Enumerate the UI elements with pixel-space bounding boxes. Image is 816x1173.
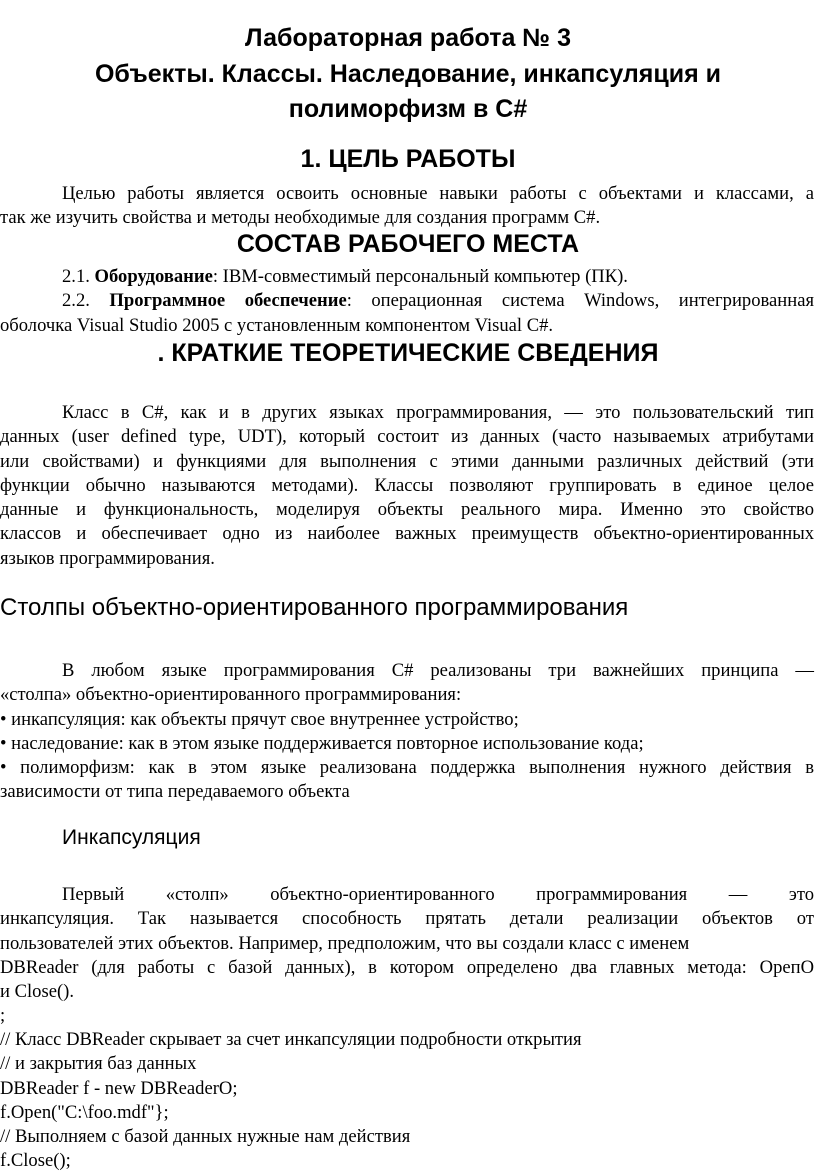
workplace-item-software [0,289,814,313]
theory-line: языков программирования. [0,547,215,569]
theory-line: данные и функциональность, моделируя объекты реального мира. Именно это свойство [0,499,814,521]
goal-line-2: так же изучить свойства и методы необходимые для создания программ С#. [0,207,601,229]
theory-line: данных (user defined type, UDT), который состоит из данных (часто называемых атрибутами [0,426,814,448]
encapsulation-line: инкапсуляция. Так называется способность прятать детали реализации объектов от [0,908,814,930]
code-line: // Класс DBReader скрывает за счет инкапсуляции подробности открытия [0,1029,582,1051]
pillars-heading: Столпы объектно-ориентированного программирования [0,594,629,621]
code-line: DBReader f - new DBReaderO; [0,1077,238,1099]
goal-line-1: Целью работы является освоить основные навыки работы с объектами и классами, а [62,183,814,204]
item-text: : операционная система Windows, интегрированная [346,290,814,312]
pillars-paragraph [0,659,814,805]
section-heading-workplace: СОСТАВ РАБОЧЕГО МЕСТА [236,230,580,258]
encapsulation-line: и Close(). [0,981,74,1003]
item-text: : IBM-совместимый персональный компьютер (ПК). [212,266,628,287]
encapsulation-heading: Инкапсуляция [62,826,201,849]
item-number: 2.2. [62,290,90,312]
item-number: 2.1. [62,266,90,287]
theory-line: классов и обеспечивает одно из наиболее важных преимуществ объектно-ориентированных [0,523,814,545]
lab-title: Лабораторная работа № 3 [244,24,572,52]
workplace-item-software-cont: оболочка Visual Studio 2005 с установленным компонентом Visual C#. [0,314,554,336]
workplace-item-hardware [0,265,814,289]
pillars-line: зависимости от типа передаваемого объекта [0,781,350,803]
code-block [0,1004,582,1173]
theory-line: Класс в С#, как и в других языках программирования, — это пользовательский тип [62,402,814,423]
theory-line: или свойствами) и функциями для выполнения с этими данными различных действий (эти [0,450,814,472]
theory-line: функции обычно называются методами). Классы позволяют группировать в единое целое [0,474,814,496]
pillars-bullet-polymorphism: • полиморфизм: как в этом языке реализована поддержка выполнения нужного действия в [0,757,814,779]
section-heading-goal: 1. ЦЕЛЬ РАБОТЫ [300,145,516,173]
encapsulation-line: Первый «столп» объектно-ориентированного программирования — это [62,884,814,905]
encapsulation-line: DBReader (для работы с базой данных), в котором определено два главных метода: ОрепО [0,956,814,978]
encapsulation-line: пользователей этих объектов. Например, предположим, что вы создали класс с именем [0,932,690,954]
pillars-bullet-encapsulation: • инкапсуляция: как объекты прячут свое внутреннее устройство; [0,708,519,730]
item-label: Оборудование [94,266,213,287]
code-line: // Выполняем с базой данных нужные нам действия [0,1125,411,1147]
pillars-line: В любом языке программирования С# реализованы три важнейших принципа — [62,660,814,681]
theory-paragraph [0,401,814,571]
workplace-paragraph [0,265,814,338]
code-line: f.Open("C:\foo.mdf"}; [0,1101,169,1123]
lab-subtitle-line2: полиморфизм в С# [288,95,528,123]
code-line: f.Close(); [0,1150,71,1172]
code-line: ; [0,1005,6,1026]
pillars-bullet-inheritance: • наследование: как в этом языке поддерживается повторное использование кода; [0,732,644,754]
item-label: Программное обеспечение [109,290,347,312]
encapsulation-paragraph [0,883,814,1004]
pillars-line: «столпа» объектно-ориентированного программирования: [0,684,462,706]
lab-subtitle-line1: Объекты. Классы. Наследование, инкапсуляция и [94,60,721,88]
section-heading-theory: . КРАТКИЕ ТЕОРЕТИЧЕСКИЕ СВЕДЕНИЯ [157,339,659,367]
code-line: // и закрытия баз данных [0,1053,197,1075]
goal-paragraph [0,182,814,231]
